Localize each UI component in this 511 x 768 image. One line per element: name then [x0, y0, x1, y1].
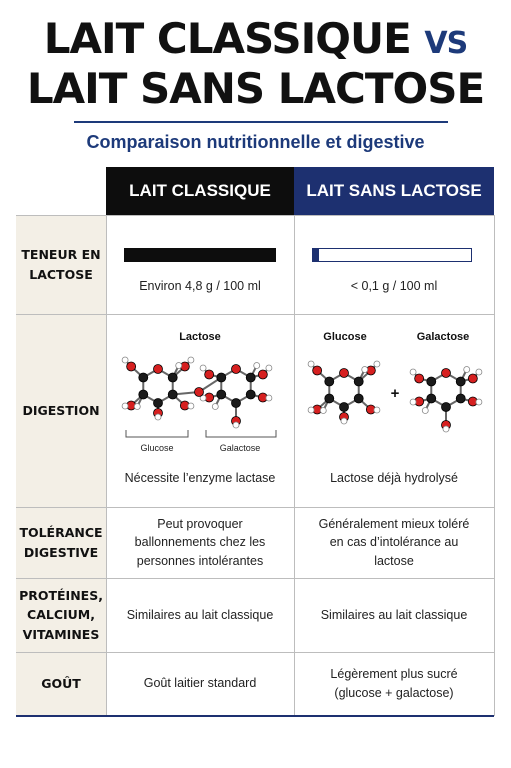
galactose-oxygen-atom — [415, 374, 424, 383]
row-label-digestion: DIGESTION — [22, 402, 100, 418]
glucose-sub-label: Glucose — [140, 443, 174, 453]
nutrients-text-classic: Similaires au lait classique — [126, 607, 274, 622]
galactose-hydrogen-atom — [476, 369, 482, 375]
galactose-sub-label: Galactose — [219, 443, 261, 453]
tolerance-text-lactose-free: Généralement mieux toléré en cas d’intolérance au lactose — [318, 517, 470, 568]
lactose-molecule-label: Lactose — [179, 331, 221, 343]
lactose-value-classic: Environ 4,8 g / 100 ml — [139, 278, 261, 293]
row-label-taste: GOÛT — [41, 675, 81, 691]
page-title-line2: LAIT SANS LACTOSE — [26, 64, 485, 113]
column-header-lactose-free: LAIT SANS LACTOSE — [294, 167, 494, 215]
galactose-hydrogen-atom — [422, 408, 428, 414]
digestion-text-lactose-free: Lactose déjà hydrolysé — [330, 470, 458, 485]
title-main: LAIT CLASSIQUE — [43, 14, 411, 63]
tolerance-text-classic: Peut provoquer ballonnements chez les personnes intolérantes — [134, 517, 266, 568]
row-label-tolerance: TOLÉRANCE DIGESTIVE — [19, 525, 103, 560]
galactose-carbon-atom — [427, 377, 436, 386]
galactose-carbon-atom — [456, 377, 465, 386]
row-label-lactose: TENEUR EN LACTOSE — [21, 247, 101, 282]
page-subtitle: Comparaison nutritionnelle et digestive — [86, 132, 425, 152]
lactose-value-lactose-free: < 0,1 g / 100 ml — [350, 278, 438, 293]
plus-sign: + — [390, 385, 400, 402]
galactose-carbon-atom — [427, 394, 436, 403]
galactose-hydrogen-atom — [410, 369, 416, 375]
galactose-hydrogen-atom — [410, 399, 416, 405]
galactose-oxygen-atom — [442, 369, 451, 378]
galactose-carbon-atom — [442, 403, 451, 412]
galactose-hydrogen-atom — [476, 399, 482, 405]
column-header-classic: LAIT CLASSIQUE — [106, 167, 294, 215]
taste-text-lactose-free: Légèrement plus sucré (glucose + galactose) — [330, 667, 458, 700]
galactose-hydrogen-atom — [464, 367, 470, 373]
galactose-carbon-atom — [456, 394, 465, 403]
nutrients-text-lactose-free: Similaires au lait classique — [320, 607, 468, 622]
taste-text-classic: Goût laitier standard — [143, 676, 257, 691]
galactose-hydrogen-atom — [443, 426, 449, 432]
galactose-molecule-label: Galactose — [416, 331, 470, 343]
row-label-nutrients: PROTÉINES, CALCIUM, VITAMINES — [19, 587, 103, 642]
title-vs: VS — [424, 26, 468, 61]
digestion-text-classic: Nécessite l’enzyme lactase — [124, 470, 276, 485]
galactose-oxygen-atom — [468, 374, 477, 383]
glucose-molecule-label: Glucose — [323, 331, 367, 343]
